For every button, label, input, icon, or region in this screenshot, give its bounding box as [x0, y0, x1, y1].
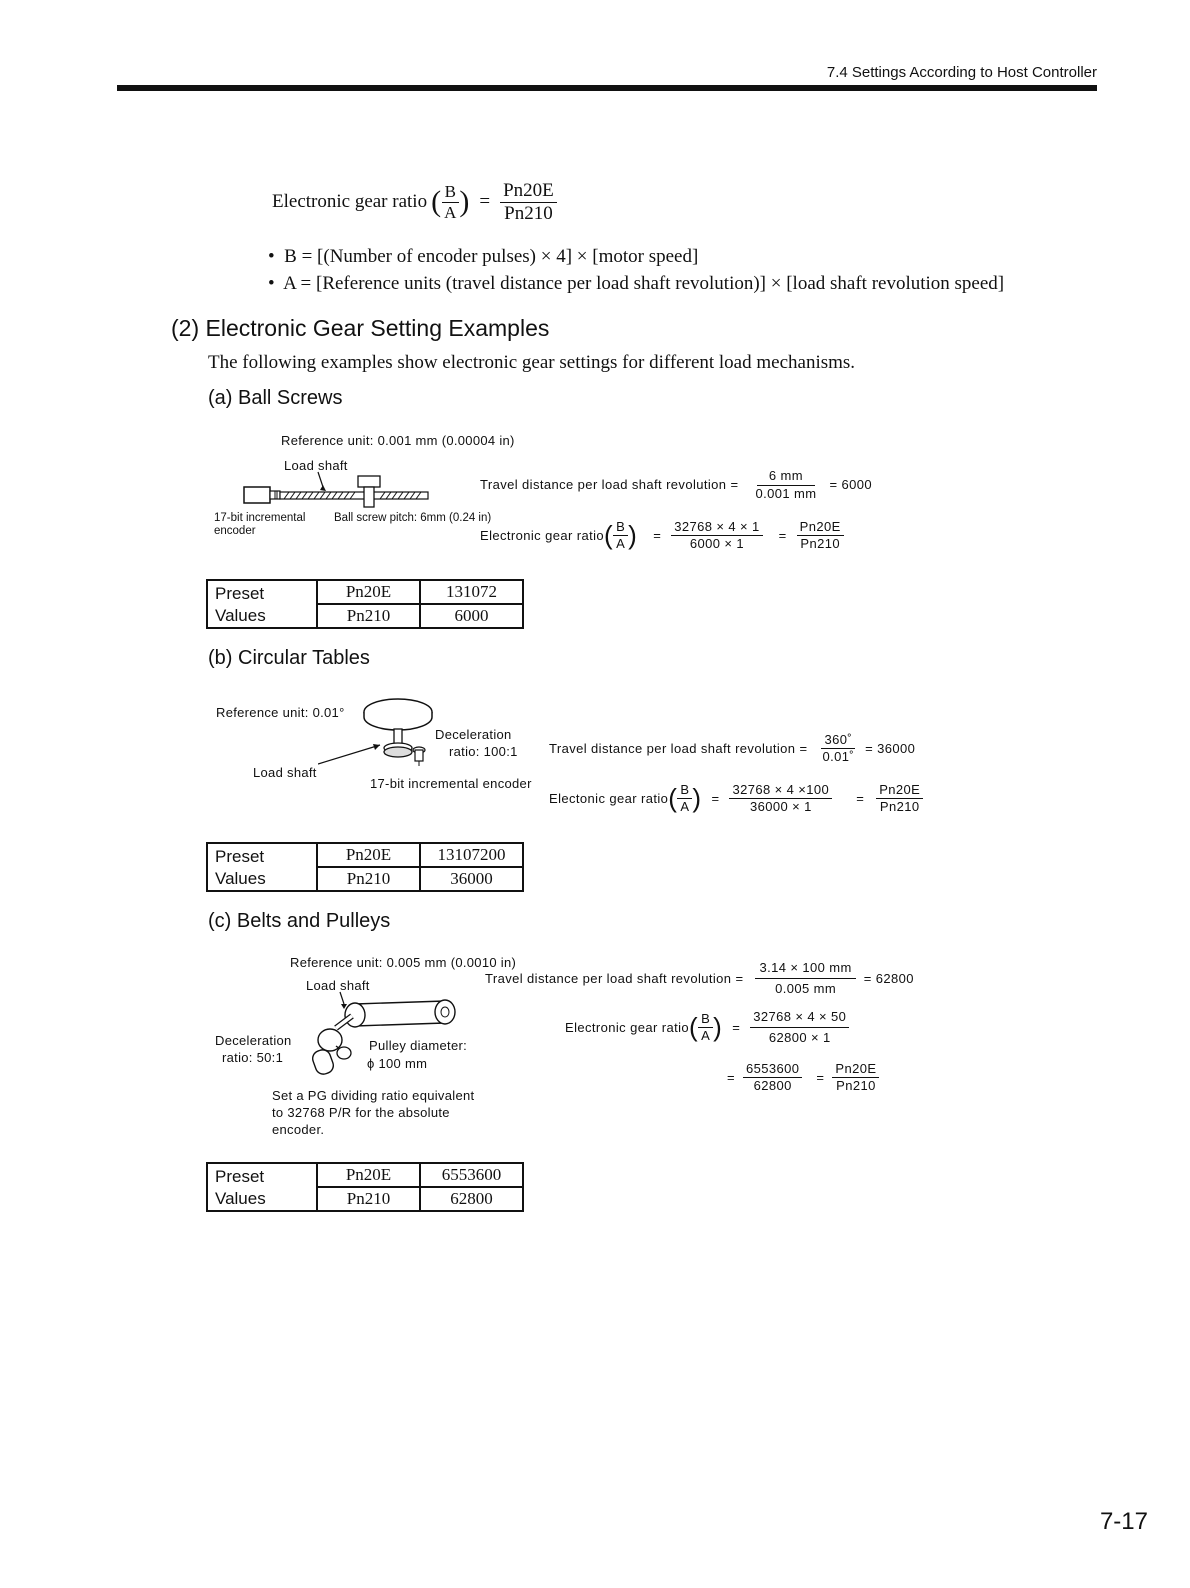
- circular-table-diagram: [318, 690, 438, 780]
- value-cell: 62800: [420, 1187, 523, 1211]
- running-header: 7.4 Settings According to Host Controller: [826, 64, 1097, 81]
- section-intro: The following examples show electronic gear settings for different load mechanisms.: [208, 352, 856, 373]
- param-cell: Pn20E: [317, 1163, 420, 1187]
- belts-pulley-diameter: ϕ 100 mm: [367, 1056, 428, 1071]
- ball-screws-reference-unit: Reference unit: 0.001 mm (0.00004 in): [281, 433, 515, 448]
- intro-formula: Electronic gear ratio ( $\frac{B}{A}$ ) = $\frac{Pn20E}{Pn210}$: [272, 181, 557, 224]
- value-cell: 13107200: [420, 843, 523, 867]
- intro-den: Pn210: [504, 202, 553, 224]
- table-row: [207, 1163, 523, 1187]
- value-cell: 6553600: [420, 1163, 523, 1187]
- belts-travel-eq: Travel distance per load shaft revolution = $\frac{3.14 \times 100 mm}{0.005 mm}$ = 62800: [485, 960, 914, 996]
- param-cell: Pn210: [317, 604, 420, 628]
- belts-pulley-label: Pulley diameter:: [369, 1038, 468, 1053]
- ball-screws-pitch-label: Ball screw pitch: 6mm (0.24 in): [334, 512, 492, 524]
- ball-screws-preset-table: [206, 579, 524, 629]
- ball-screws-heading: (a) Ball Screws: [208, 387, 343, 409]
- circular-travel-eq: Travel distance per load shaft revolution = $\frac{360˚}{0.01˚}$ = 36000: [549, 732, 916, 764]
- param-cell: Pn20E: [317, 843, 420, 867]
- preset-values-label: Preset Values: [207, 1163, 317, 1211]
- section-heading: (2) Electronic Gear Setting Examples: [171, 315, 550, 341]
- ball-screws-gear-eq: Electronic gear ratio ( $\frac{B}{A}$ ) = $\frac{32768 \times 4 \times 1}{6000 \times 1}$ = $\frac{Pn20E}{Pn210}$: [480, 520, 850, 550]
- value-cell: 36000: [420, 867, 523, 891]
- circular-ratio-label: ratio: 100:1: [449, 744, 518, 759]
- belts-load-shaft-label: Load shaft: [306, 978, 370, 993]
- circular-encoder-label: 17-bit incremental encoder: [370, 776, 532, 791]
- param-cell: Pn210: [317, 1187, 420, 1211]
- ball-screws-encoder-label: 17-bit incremental encoder: [214, 512, 306, 537]
- table-row: [207, 580, 523, 604]
- belts-simplified-eq: = $\frac{6553600}{62800}$ = $\frac{Pn20E}{Pn210}$: [727, 1062, 885, 1092]
- value-cell: 131072: [420, 580, 523, 604]
- belts-gear-eq: Electronic gear ratio ( $\frac{B}{A}$ ) = $\frac{32768 \times 4 \times 50}{62800 \times 1}$: [565, 1010, 855, 1044]
- circular-deceleration-label: Deceleration: [435, 727, 512, 742]
- ball-screws-load-shaft-label: Load shaft: [284, 458, 348, 473]
- belts-heading: (c) Belts and Pulleys: [208, 910, 391, 932]
- param-cell: Pn20E: [317, 580, 420, 604]
- table-row: [207, 843, 523, 867]
- circular-tables-reference-unit: Reference unit: 0.01°: [216, 705, 345, 720]
- ball-screw-diagram: [240, 470, 440, 512]
- preset-values-label: Preset Values: [207, 580, 317, 628]
- intro-formula-label: Electronic gear ratio: [272, 191, 428, 213]
- bullet-a: • A = [Reference units (travel distance per load shaft revolution)] × [load shaft revolution speed]: [268, 273, 1005, 294]
- belts-deceleration-label: Deceleration: [215, 1033, 292, 1048]
- circular-tables-preset-table: [206, 842, 524, 892]
- value-cell: 6000: [420, 604, 523, 628]
- belts-ratio-label: ratio: 50:1: [222, 1050, 284, 1065]
- intro-ratio-a: A: [444, 202, 457, 222]
- bullet-b: • B = [(Number of encoder pulses) × 4] × [motor speed]: [268, 246, 699, 267]
- header-rule: [117, 85, 1097, 91]
- belts-preset-table: [206, 1162, 524, 1212]
- circular-load-shaft-label: Load shaft: [253, 765, 317, 780]
- page-number: 7-17: [1099, 1508, 1148, 1535]
- belts-reference-unit: Reference unit: 0.005 mm (0.0010 in): [290, 955, 517, 970]
- ball-screws-travel-eq: Travel distance per load shaft revolution = $\frac{6 mm}{0.001 mm}$ = 6000: [480, 468, 872, 501]
- intro-equals: =: [479, 191, 491, 213]
- circular-tables-heading: (b) Circular Tables: [208, 647, 370, 669]
- intro-num: Pn20E: [500, 181, 557, 203]
- belts-note: Set a PG dividing ratio equivalent to 32768 P/R for the absolute encoder.: [272, 1088, 475, 1137]
- circular-gear-eq: Electonic gear ratio ( $\frac{B}{A}$ ) = $\frac{32768 \times 4 \times 100}{36000 \times 1}$ = $\frac{Pn20E}{Pn210}$: [549, 783, 929, 813]
- param-cell: Pn210: [317, 867, 420, 891]
- preset-values-label: Preset Values: [207, 843, 317, 891]
- intro-ratio-b: B: [442, 183, 459, 203]
